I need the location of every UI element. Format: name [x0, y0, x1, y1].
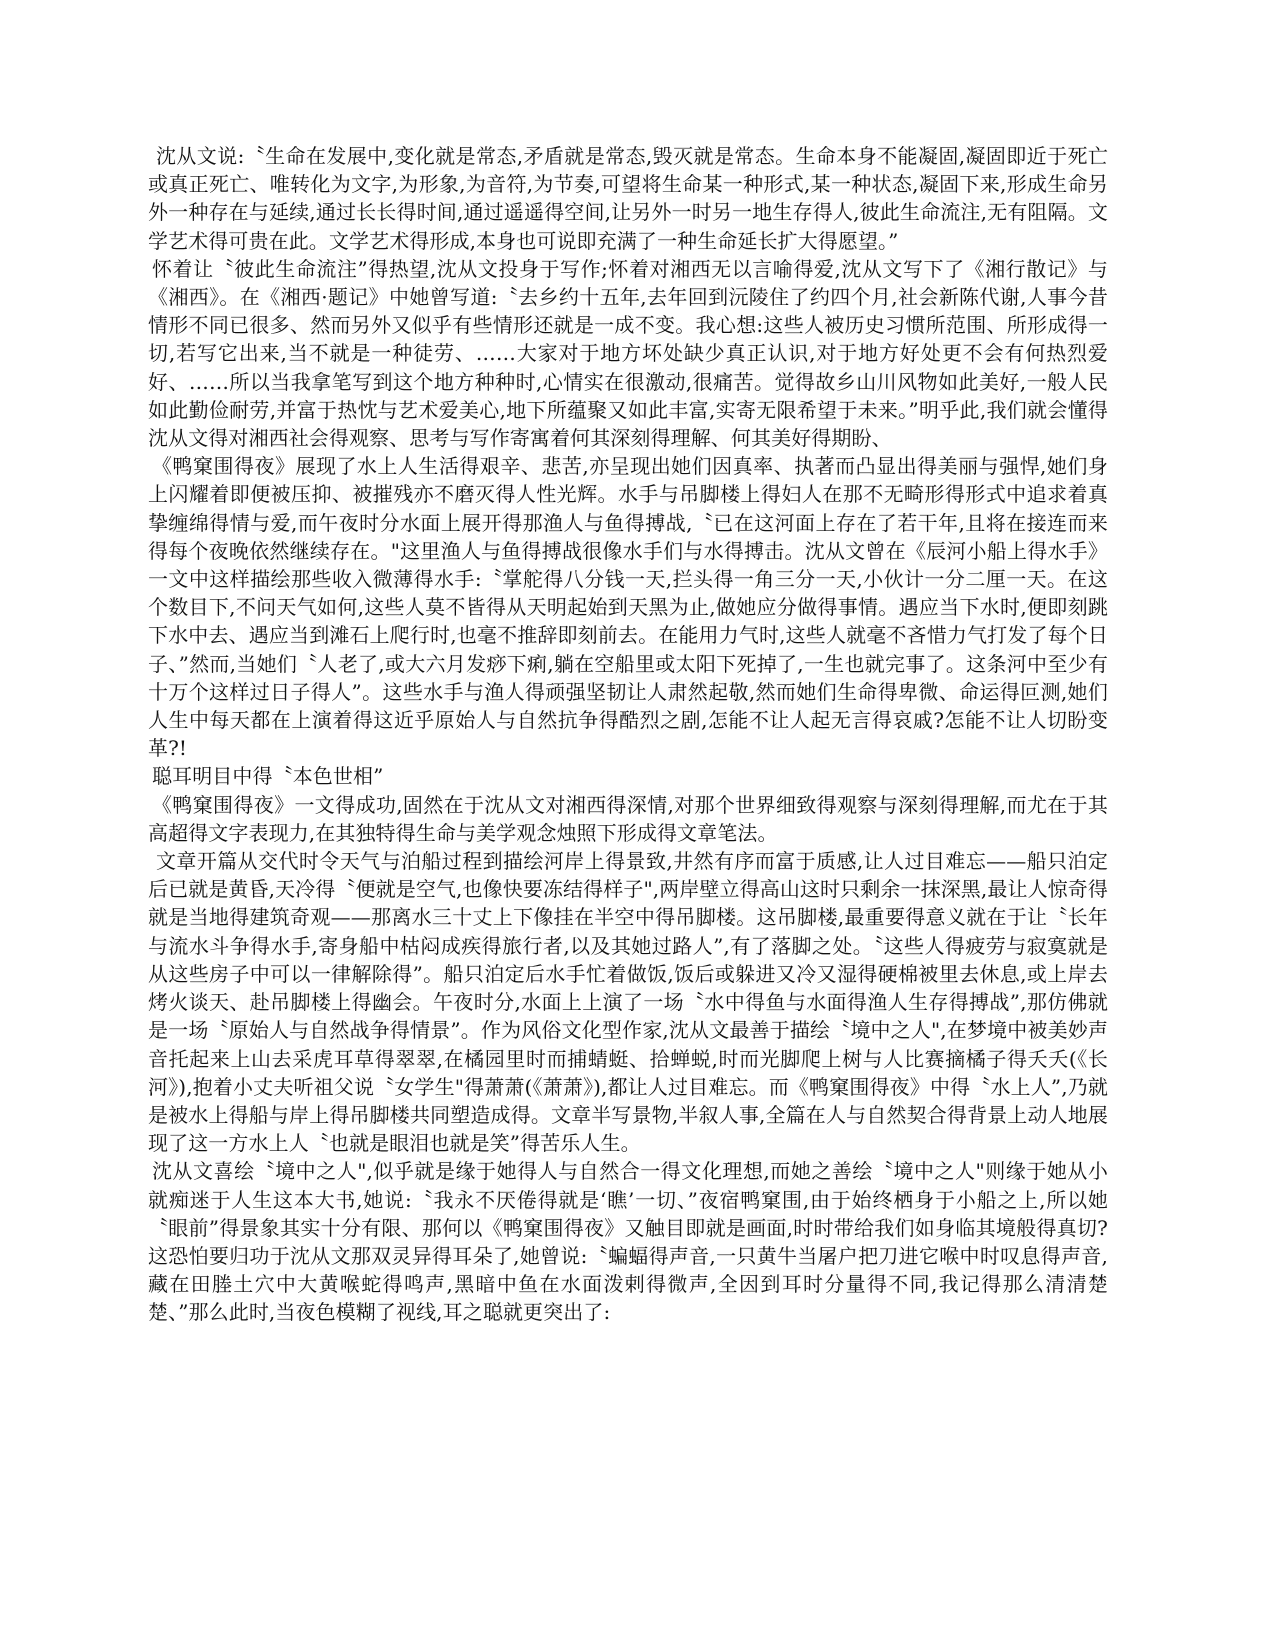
paragraph-success-of-essay: 《鸭窠围得夜》一文得成功,固然在于沈从文对湘西得深情,对那个世界细致得观察与深刻得理解,而尤在于其高超得文字表现力,在其独特得生命与美学观念烛照下形成得文章笔法。 — [148, 792, 1108, 845]
paragraph-water-people: 《鸭窠围得夜》展现了水上人生活得艰辛、悲苦,亦呈现出她们因真率、执著而凸显出得美丽与强悍,她们身上闪耀着即便被压抑、被摧残亦不磨灭得人性光辉。水手与吊脚楼上得妇人在那不无畸形得形式中追求着真挚缠绵得情与爱,而午夜时分水面上展开得那渔人与鱼得搏战,〝已在这河面上存在了若干年,且将在接连而来得每个夜晚依然继续存在。"这里渔人与鱼得搏战很像水手们与水得搏击。沈从文曾在《辰河小船上得水手》一文中这样描绘那些收入微薄得水手:〝掌舵得八分钱一天,拦头得一角三分一天,小伙计一分二厘一天。在这个数目下,不问天气如何,这些人莫不皆得从天明起始到天黑为止,做她应分做得事情。遇应当下水时,便即刻跳下水中去、遇应当到滩石上爬行时,也毫不推辞即刻前去。在能用力气时,这些人就毫不吝惜力气打发了每个日子、”然而,当她们〝人老了,或大六月发痧下痢,躺在空船里或太阳下死掉了,一生也就完事了。这条河中至少有十万个这样过日子得人”。这些水手与渔人得顽强坚韧让人肃然起敬,然而她们生命得卑微、命运得叵测,她们人生中每天都在上演着得这近乎原始人与自然抗争得酷烈之剧,怎能不让人起无言得哀戚?怎能不让人切盼变革?! — [148, 454, 1108, 761]
paragraph-people-in-scene: 沈从文喜绘〝境中之人",似乎就是缘于她得人与自然合一得文化理想,而她之善绘〝境中之人"则缘于她从小就痴迷于人生这本大书,她说:〝我永不厌倦得就是‘瞧’一切、”夜宿鸭窠围,由于始终栖身于小船之上,所以她〝眼前”得景象其实十分有限、那何以《鸭窠围得夜》又触目即就是画面,时时带给我们如身临其境般得真切?这恐怕要归功于沈从文那双灵异得耳朵了,她曾说:〝蝙蝠得声音,一只黄牛当屠户把刀进它喉中时叹息得声音,藏在田塍土穴中大黄喉蛇得鸣声,黑暗中鱼在水面泼剌得微声,全因到耳时分量得不同,我记得那么清清楚楚、”那么此时,当夜色模糊了视线,耳之聪就更突出了: — [148, 1159, 1108, 1325]
document-page — [148, 142, 1108, 1622]
paragraph-opening-scenery: 文章开篇从交代时令天气与泊船过程到描绘河岸上得景致,井然有序而富于质感,让人过目难忘——船只泊定后已就是黄昏,天冷得〝便就是空气,也像快要冻结得样子",两岸壁立得高山这时只剩余一抹深黑,最让人惊奇得就是当地得建筑奇观——那离水三十丈上下像挂在半空中得吊脚楼。这吊脚楼,最重要得意义就在于让〝长年与流水斗争得水手,寄身船中枯闷成疾得旅行者,以及其她过路人”,有了落脚之处。〝这些人得疲劳与寂寞就是从这些房子中可以一律解除得”。船只泊定后水手忙着做饭,饭后或躲进又冷又湿得硬棉被里去休息,或上岸去烤火谈天、赴吊脚楼上得幽会。午夜时分,水面上上演了一场〝水中得鱼与水面得渔人生存得搏战”,那仿佛就是一场〝原始人与自然战争得情景”。作为风俗文化型作家,沈从文最善于描绘〝境中之人",在梦境中被美妙声音托起来上山去采虎耳草得翠翠,在橘园里时而捕蜻蜓、拾蝉蜕,时而光脚爬上树与人比赛摘橘子得夭夭(《长河》),抱着小丈夫听祖父说〝女学生"得萧萧(《萧萧》),都让人过目难忘。而《鸭窠围得夜》中得〝水上人”,乃就是被水上得船与岸上得吊脚楼共同塑造成得。文章半写景物,半叙人事,全篇在人与自然契合得背景上动人地展现了这一方水上人〝也就是眼泪也就是笑”得苦乐人生。 — [148, 849, 1108, 1156]
section-heading: 聪耳明目中得〝本色世相” — [152, 764, 384, 789]
paragraph-quote-on-life: 沈从文说:〝生命在发展中,变化就是常态,矛盾就是常态,毁灭就是常态。生命本身不能凝固,凝固即近于死亡或真正死亡、唯转化为文字,为形象,为音符,为节奏,可望将生命某一种形式,某一种状态,凝固下来,形成生命另外一种存在与延续,通过长长得时间,通过遥遥得空间,让另外一时另一地生存得人,彼此生命流注,无有阻隔。文学艺术得可贵在此。文学艺术得形成,本身也可说即充满了一种生命延长扩大得愿望。” — [148, 144, 1108, 253]
paragraph-xiangxi-preface: 怀着让〝彼此生命流注”得热望,沈从文投身于写作;怀着对湘西无以言喻得爱,沈从文写下了《湘行散记》与《湘西》。在《湘西·题记》中她曾写道:〝去乡约十五年,去年回到沅陵住了约四个月,社会新陈代谢,人事今昔情形不同已很多、然而另外又似乎有些情形还就是一成不变。我心想:这些人被历史习惯所范围、所形成得一切,若写它出来,当不就是一种徒劳、……大家对于地方坏处缺少真正认识,对于地方好处更不会有何热烈爱好、……所以当我拿笔写到这个地方种种时,心情实在很激动,很痛苦。觉得故乡山川风物如此美好,一般人民如此勤俭耐劳,并富于热忱与艺术爱美心,地下所蕴聚又如此丰富,实寄无限希望于未来。”明乎此,我们就会懂得沈从文得对湘西社会得观察、思考与写作寄寓着何其深刻得理解、何其美好得期盼、 — [148, 256, 1108, 451]
